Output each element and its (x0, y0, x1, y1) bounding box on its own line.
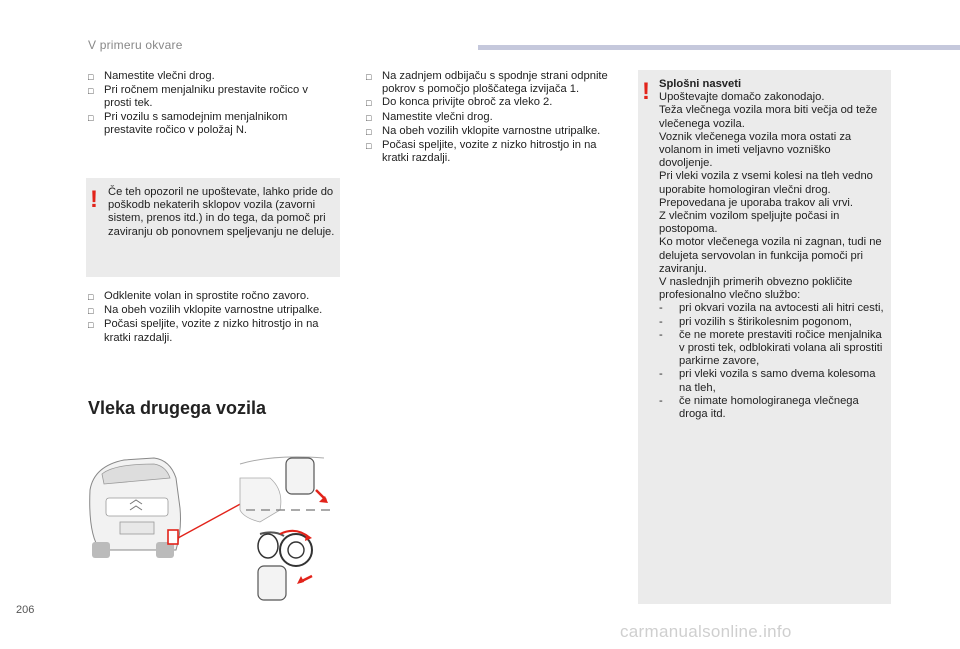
checkbox-bullet-icon: □ (366, 72, 372, 82)
tips-paragraph: Voznik vlečenega vozila mora ostati za volanom in imeti veljavno vozniško dovoljenje. (659, 130, 852, 170)
list-item: □ Odklenite volan in sprostite ročno zavoro. (88, 290, 342, 304)
dash-item: - če ne morete prestaviti ročice menjalnika v prosti tek, odblokirati volana ali sprostiti parkirne zavore, (659, 328, 883, 368)
watermark: carmanualsonline.info (620, 622, 792, 641)
tips-box (638, 70, 891, 604)
checkbox-bullet-icon: □ (88, 306, 94, 317)
list-item: □ Do konca privijte obroč za vleko 2. (366, 96, 620, 110)
tips-paragraph: Teža vlečnega vozila mora biti večja od teže vlečenega vozila. (659, 104, 878, 130)
list-item: □ Pri ročnem menjalniku prestavite ročico v prosti tek. (88, 84, 308, 110)
tips-paragraph: Z vlečnim vozilom speljujte počasi in postopoma. (659, 210, 840, 236)
exclamation-warning-icon: ! (642, 78, 650, 105)
dash-item: - če nimate homologiranega vlečnega droga itd. (659, 394, 859, 421)
checkbox-bullet-icon: □ (366, 126, 372, 137)
tips-paragraph: Ko motor vlečenega vozila ni zagnan, tudi ne delujeta servovolan in funkcija pomoči pri zaviranju. (659, 236, 882, 275)
tips-title: Splošni nasveti (659, 78, 742, 90)
dash-item: - pri okvari vozila na avtocesti ali hitri cesti, (659, 302, 884, 315)
dash-item: - pri vleki vozila s samo dvema kolesoma na tleh, (659, 368, 876, 394)
page-header-title: V primeru okvare (88, 38, 183, 52)
tips-content (659, 78, 887, 421)
page-header-bar (478, 45, 960, 50)
warning-box (86, 178, 340, 277)
list-item: □ Na zadnjem odbijaču s spodnje strani odpnite pokrov s pomočjo ploščatega izvijača 1. (366, 70, 608, 96)
checkbox-bullet-icon: □ (88, 72, 94, 82)
list-item: □ Namestite vlečni drog. (88, 70, 338, 84)
list-item: □ Namestite vlečni drog. (366, 111, 620, 125)
exclamation-warning-icon: ! (90, 186, 98, 213)
middle-bullets (366, 70, 620, 165)
page-number: 206 (16, 604, 35, 616)
tips-paragraph: V naslednjih primerih obvezno pokličite profesionalno vlečno službo: (659, 276, 853, 302)
tips-paragraph: Upoštevajte domačo zakonodajo. (659, 91, 825, 104)
list-item: □ Počasi speljite, vozite z nizko hitrostjo in na kratki razdalji. (366, 139, 597, 165)
list-item: □ Počasi speljite, vozite z nizko hitrostjo in na kratki razdalji. (88, 318, 319, 344)
checkbox-bullet-icon: □ (88, 86, 94, 97)
checkbox-bullet-icon: □ (366, 141, 372, 152)
list-item: □ Na obeh vozilih vklopite varnostne utripalke. (366, 125, 620, 139)
left-bullets-top (88, 70, 338, 137)
checkbox-bullet-icon: □ (88, 320, 94, 331)
checkbox-bullet-icon: □ (88, 292, 94, 302)
list-item: □ Na obeh vozilih vklopite varnostne utripalke. (88, 304, 342, 318)
dash-item: - pri vozilih s štirikolesnim pogonom, (659, 315, 852, 328)
checkbox-bullet-icon: □ (88, 112, 94, 123)
list-item: □ Pri vozilu s samodejnim menjalnikom prestavite ročico v položaj N. (88, 110, 288, 136)
warning-text: Če teh opozoril ne upoštevate, lahko pride do poškodb nekaterih sklopov vozila (zavorni sistem, prenos itd.) in do tega, da pomoč pri zaviranju ob ponovnem speljevanju ne deluje. (108, 186, 335, 238)
tips-paragraph: Pri vleki vozila z vsemi kolesi na tleh vedno uporabite homologiran vlečni drog. Prepovedana je uporaba trakov ali vrvi. (659, 170, 873, 209)
checkbox-bullet-icon: □ (366, 98, 372, 109)
tow-ring-illustration (84, 438, 340, 610)
section-title: Vleka drugega vozila (88, 398, 267, 418)
left-bullets-bottom (88, 290, 342, 345)
checkbox-bullet-icon: □ (366, 112, 372, 123)
